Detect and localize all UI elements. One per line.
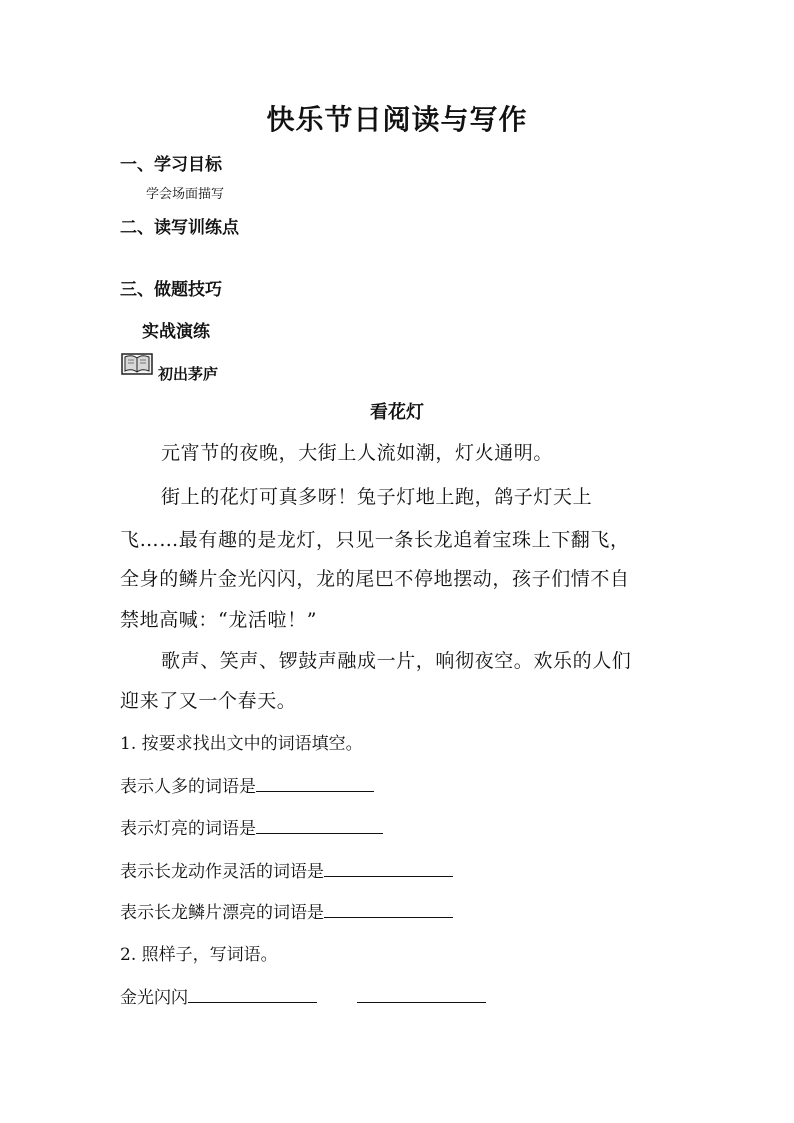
question-1-item-label: 表示长龙鳞片漂亮的词语是 [120, 903, 324, 923]
question-1-item [120, 898, 453, 923]
answer-blank[interactable] [256, 815, 383, 834]
question-1-prompt: 1. 按要求找出文中的词语填空。 [120, 734, 363, 754]
question-1-item-label: 表示灯亮的词语是 [120, 819, 256, 839]
story-line: 禁地高喊：“龙活啦！” [120, 609, 318, 631]
question-1-item [120, 772, 374, 797]
answer-blank[interactable] [188, 984, 317, 1003]
practice-heading: 实战演练 [142, 322, 210, 342]
question-1-item [120, 857, 453, 882]
answer-blank[interactable] [357, 984, 486, 1003]
question-1-item [120, 814, 383, 839]
question-2-example-row [120, 983, 486, 1008]
answer-blank[interactable] [256, 773, 374, 792]
story-line: 街上的花灯可真多呀！兔子灯地上跑，鸽子灯天上 [161, 486, 593, 508]
page-title: 快乐节日阅读与写作 [266, 103, 528, 136]
story-title: 看花灯 [370, 402, 424, 423]
question-1-item-label: 表示人多的词语是 [120, 777, 256, 797]
story-line: 迎来了又一个春天。 [120, 690, 297, 712]
question-2-prompt: 2. 照样子，写词语。 [120, 945, 278, 965]
answer-blank[interactable] [324, 858, 453, 877]
section-1-heading: 一、学习目标 [120, 155, 222, 175]
question-1-item-label: 表示长龙动作灵活的词语是 [120, 862, 324, 882]
book-icon [120, 351, 156, 377]
section-1-content: 学会场面描写 [146, 187, 225, 202]
story-line: 飞……最有趣的是龙灯，只见一条长龙追着宝珠上下翻飞， [120, 529, 630, 551]
story-line: 歌声、笑声、锣鼓声融成一片，响彻夜空。欢乐的人们 [161, 650, 632, 672]
story-line: 元宵节的夜晚，大街上人流如潮，灯火通明。 [161, 442, 554, 464]
answer-blank[interactable] [324, 899, 453, 918]
story-line: 全身的鳞片金光闪闪，龙的尾巴不停地摆动，孩子们情不自 [120, 568, 630, 590]
practice-sub-label: 初出茅庐 [158, 365, 219, 383]
section-3-heading: 三、做题技巧 [120, 280, 222, 300]
section-2-heading: 二、读写训练点 [120, 218, 239, 238]
question-2-example: 金光闪闪 [120, 988, 188, 1008]
